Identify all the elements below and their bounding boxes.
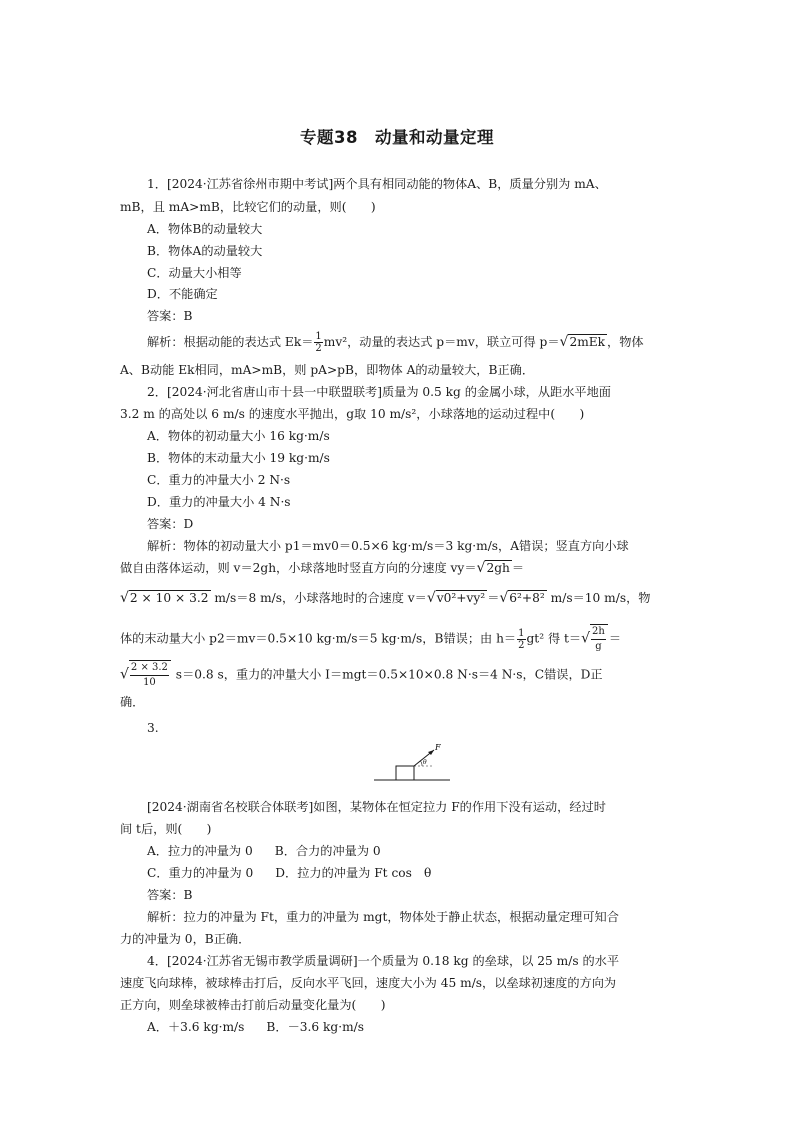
q2-a4-text-b: gt² 得 t＝ — [526, 631, 582, 646]
q1-analysis-line-1 — [147, 331, 644, 354]
q3-option-a: A．拉力的冲量为 0 — [147, 844, 253, 858]
q2-analysis-line-6: 确． — [120, 695, 145, 709]
q1-stem-line-2: mB，且 mA>mB，比较它们的动量，则( ) — [120, 200, 376, 214]
q3-stem-line-1: [2024·湖南省名校联合体联考]如图，某物体在恒定拉力 F的作用下没有运动，经过时 — [147, 800, 606, 814]
q2-sqrt-fraction-numbers: $\frac{2 \times 3.2}{10}$ — [129, 660, 171, 690]
q2-sqrt-numbers: 6²+8² — [509, 591, 545, 605]
q1-analysis-text-d: ，物体 — [607, 335, 644, 349]
q3-option-d: D．拉力的冲量为 Ft cos θ — [275, 866, 432, 880]
angle-label: θ — [423, 759, 427, 766]
q4-stem-line-3: 正方向，则垒球被棒击打前后动量变化量为( ) — [120, 998, 386, 1012]
q1-answer: 答案：B — [147, 309, 193, 323]
q1-sqrt-content: 2mEk — [569, 335, 606, 349]
q3-number: 3. — [147, 721, 159, 735]
angle-arc — [421, 761, 423, 766]
q2-analysis-line-5 — [120, 660, 603, 690]
q3-options-row-2 — [147, 865, 431, 881]
q2-analysis-line-2 — [120, 560, 524, 576]
sqrt-sign: √ — [581, 630, 591, 647]
q4-stem-line-1: 4．[2024·江苏省无锡市教学质量调研]一个质量为 0.18 kg 的垒球，以 25 m/s 的水平 — [147, 954, 620, 968]
q2-option-b: B．物体的末动量大小 19 kg·m/s — [147, 451, 330, 465]
q2-a3-text-b: m/s＝8 m/s，小球落地时的合速度 v＝ — [210, 591, 427, 605]
q4-option-b: B．－3.6 kg·m/s — [266, 1020, 364, 1034]
q3-analysis-line-1: 解析：拉力的冲量为 Ft，重力的冲量为 mgt，物体处于静止状态，根据动量定理可知合 — [147, 910, 619, 924]
sqrt-sign: √ — [499, 590, 509, 606]
q3-option-c: C．重力的冲量为 0 — [147, 866, 254, 880]
sqrt-sign: √ — [120, 666, 129, 683]
q1-option-d: D．不能确定 — [147, 287, 218, 301]
block — [396, 766, 414, 780]
sqrt-sign: √ — [559, 334, 569, 350]
page-title: 专题38 动量和动量定理 — [300, 128, 494, 147]
q2-a2-text-b: ＝2gh，小球落地时竖直方向的分速度 vy＝ — [240, 561, 477, 575]
q2-option-d: D．重力的冲量大小 4 N·s — [147, 495, 291, 509]
q2-stem-line-1: 2．[2024·河北省唐山市十县一中联盟联考]质量为 0.5 kg 的金属小球，从距水平地面 — [147, 385, 611, 399]
half-fraction: $\frac{1}{2}$ — [315, 331, 322, 354]
q3-option-b: B．合力的冲量为 0 — [274, 844, 381, 858]
q2-option-a: A．物体的初动量大小 16 kg·m/s — [147, 429, 330, 443]
q2-a2-text-d: ＝ — [511, 561, 525, 575]
q1-analysis-text-b: mv²，动量的表达式 p＝mv，联立可得 p＝ — [323, 335, 560, 349]
q1-option-a: A．物体B的动量较大 — [147, 222, 263, 236]
q1-analysis-text-a: 解析：根据动能的表达式 Ek＝ — [147, 335, 314, 349]
force-label: F — [435, 743, 441, 752]
sqrt-sign: √ — [476, 560, 486, 576]
q2-a3-text-f: m/s＝10 m/s，物 — [546, 591, 651, 605]
sqrt-sign: √ — [120, 590, 129, 606]
q2-a4-text-d: ＝ — [608, 631, 622, 646]
q2-sqrt-2gh: 2gh — [486, 561, 510, 575]
q1-stem-line-1: 1．[2024·江苏省徐州市期中考试]两个具有相同动能的物体A、B，质量分别为 mA、 — [147, 177, 607, 191]
q2-a5-text-b: s＝0.8 s，重力的冲量大小 I＝mgt＝0.5×10×0.8 N·s＝4 N·s，C错误，D正 — [171, 667, 603, 682]
q2-analysis-line-1: 解析：物体的初动量大小 p1＝mv0＝0.5×6 kg·m/s＝3 kg·m/s，A错误；竖直方向小球 — [147, 539, 629, 553]
q3-stem-line-2: 间 t后，则( ) — [120, 822, 212, 836]
q2-answer: 答案：D — [147, 517, 194, 531]
q2-a3-text-d: ＝ — [487, 591, 500, 605]
q3-answer: 答案：B — [147, 888, 193, 902]
q2-a4-text-a: 体的末动量大小 p2＝mv＝0.5×10 kg·m/s＝5 kg·m/s，B错误；由 h＝ — [120, 631, 517, 646]
q1-option-c: C．动量大小相等 — [147, 266, 242, 280]
q4-options-row-1 — [147, 1019, 364, 1035]
q2-stem-line-2: 3.2 m 的高处以 6 m/s 的速度水平抛出，g取 10 m/s²，小球落地的运动过程中( ) — [120, 407, 585, 421]
q3-analysis-line-2: 力的冲量为 0，B正确． — [120, 932, 251, 946]
q2-analysis-line-4 — [120, 624, 621, 654]
q2-sqrt-fraction-2h-g: $\frac{2h}{g}$ — [590, 624, 608, 654]
q4-stem-line-2: 速度飞向球棒，被球棒击打后，反向水平飞回，速度大小为 45 m/s，以垒球初速度的方向为 — [120, 976, 617, 990]
q3-options-row-1 — [147, 843, 381, 859]
block-force-diagram — [372, 742, 452, 784]
q1-analysis-line-2: A、B动能 Ek相同，mA>mB，则 pA>pB，即物体 A的动量较大，B正确． — [120, 363, 535, 377]
q1-option-b: B．物体A的动量较大 — [147, 244, 263, 258]
half-fraction: $\frac{1}{2}$ — [518, 627, 525, 651]
q2-a2-text-a: 做自由落体运动，则 v — [120, 561, 241, 575]
q2-sqrt-product: 2 × 10 × 3.2 — [129, 591, 209, 605]
q2-option-c: C．重力的冲量大小 2 N·s — [147, 473, 291, 487]
q4-option-a: A．＋3.6 kg·m/s — [147, 1020, 245, 1034]
sqrt-sign: √ — [426, 590, 436, 606]
q2-sqrt-sum: v0²+vy² — [436, 591, 486, 605]
q2-analysis-line-3 — [120, 590, 650, 606]
